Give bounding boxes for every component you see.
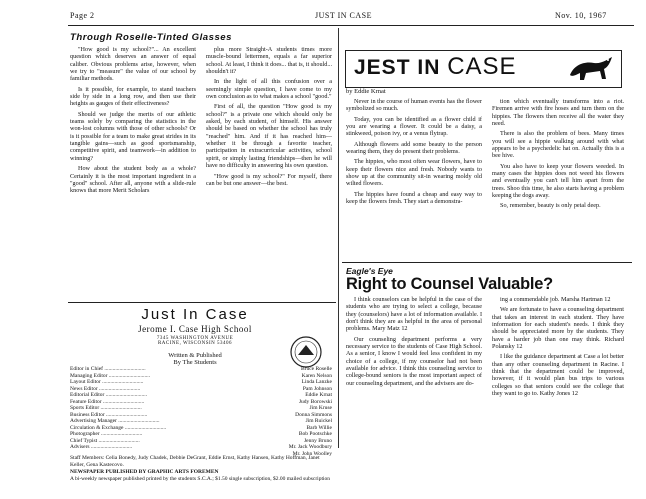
staff-role: Editor in Chief .............................. xyxy=(70,366,146,372)
column-byline: by Eddie Krnat xyxy=(346,88,386,95)
staff-role: Layout Editor .............................. xyxy=(70,379,144,385)
editorial-headline: Through Roselle-Tinted Glasses xyxy=(70,32,232,43)
staff-role: Advertising Manager .............................. xyxy=(70,418,160,424)
paper-name: JUST IN CASE xyxy=(315,11,372,20)
counsel-paragraph: ing a commendable job. Marsha Hartman 12 xyxy=(500,296,611,303)
editorial-column-2 xyxy=(206,46,332,190)
column-paragraph: The hippies have found a cheap and easy way to keep the flowers fresh. They start a demonstra- xyxy=(346,190,482,206)
editorial-paragraph: "How good is my school?" For myself, there can be but one answer—the best. xyxy=(206,172,332,187)
address-line-2: RACINE, WISCONSIN 53406 xyxy=(157,341,233,346)
counsel-paragraph: Our counseling department performs a very necessary service to the students of Case High School. As a senior, I know I would feel less confident in my choice of a college, if my counselor had not been available for advice. I think this counseling service to college-bound seniors is the most important aspect of our counseling department, and the advisers are do- xyxy=(346,335,482,387)
press-seal-icon xyxy=(282,335,334,369)
staff-role: Chief Typist .............................. xyxy=(70,437,140,444)
counsel-paragraph: I think counselors can be helpful in the case of the students who are trying to select a college, because they (counselors) have a lot of information available. I don't think they are as helpful in the area of personal problems. Mary Matz 12 xyxy=(346,296,482,333)
eagles-eye-kicker: Eagle's Eye xyxy=(346,266,393,276)
counsel-column-1 xyxy=(346,296,482,390)
staff-name: Pam Johnson xyxy=(302,385,332,392)
staff-name: Bruce Roselle xyxy=(300,366,332,372)
staff-role: Circulation & Exchange .............................. xyxy=(70,424,167,431)
by-students: By The Students xyxy=(173,359,217,366)
editorial-paragraph: Should we judge the merits of our athletic teams solely by comparing the statistics in the won-lost columns with those of other schools? Or is it possible for a team to make great strides in its tangible gains—such as good sportsmanship, competitive spirit, and teamwork—in addition to winning? xyxy=(70,110,196,162)
counsel-column-2 xyxy=(492,296,624,400)
staff-role: Feature Editor .............................. xyxy=(70,398,145,405)
column-paragraph: You also have to keep your flowers weeded. In many cases the hippies does not weed his flowers and eventually you can't tell him apart from the trees. Shoo this time, he also starts having a problem keeping the dogs away. xyxy=(492,162,624,200)
staff-name: Jim Ruickel xyxy=(305,418,332,424)
staff-name: Eddie Krnat xyxy=(305,392,332,398)
staff-name: Donna Simmons xyxy=(295,411,332,418)
jest-column-1 xyxy=(346,98,482,208)
column-paragraph: Never in the course of human events has the flower symbolized so much. xyxy=(346,98,482,113)
staff-role: Sports Editor .............................. xyxy=(70,405,142,411)
staff-name: Barb Willie xyxy=(306,424,332,431)
staff-role: Photographer .............................. xyxy=(70,431,143,437)
masthead-school: Jerome I. Case High School xyxy=(138,324,252,334)
staff-name: Jim Kruse xyxy=(309,405,332,411)
staff-name: Bob Pootschke xyxy=(298,431,332,437)
column-paragraph: Today, you can be identified as a flower child if you are wearing a flower. It could be a daisy, a stinkweed, poison ivy, or a venus flytrap. xyxy=(346,115,482,138)
section-rule xyxy=(342,262,632,263)
staff-name: Karen Nelson xyxy=(301,372,332,379)
editorial-paragraph: How about the student body as a whole? Certainly it is the most important ingredient in a "good" school. After all, anyone with a slide-rule knows that more Merit Scholars xyxy=(70,165,196,195)
counsel-paragraph: I like the guidance department at Case a lot better than any other counseling department in Racine. I think that the department could be improved, however, if it would plan bus trips to various colleges so that seniors could see the college that they want to go to. Kathy Jones 12 xyxy=(492,353,624,398)
editorial-paragraph: In the light of all this confusion over a seemingly simple question, I have come to my own conclusion as to what makes a school "good." xyxy=(206,78,332,101)
column-paragraph: There is also the problem of bees. Many times you will see a hippie walking around with what appears to be a psychedelic hat on. Actually this is a bee hive. xyxy=(492,130,624,160)
staff-name: Linda Lanzke xyxy=(301,379,332,385)
editorial-paragraph: First of all, the question "How good is my school?" is a private one which should only be asked, by each student, of himself. His answer should be based on whether the school has truly "reached" him. And if it has reached him—whether it be through a favorite teacher, participation in extracurricular activities, school spirit, or simply lasting friendships—then he will have no difficulty in answering his own question. xyxy=(206,103,332,170)
jest-column-2 xyxy=(492,98,624,213)
page-number: Page 2 xyxy=(70,11,95,20)
masthead-rule xyxy=(68,302,336,303)
title-part-b: CASE xyxy=(447,53,517,80)
subscription-note: A bi-weekly newspaper published printed by the students S.C.A.; $1.50 single subscription, $2.00 mailed subscription xyxy=(70,475,330,482)
written-published: Written & Published xyxy=(168,352,222,359)
publisher-line: NEWSPAPER PUBLISHED BY GRAPHIC ARTS FOREMEN xyxy=(70,469,219,475)
counsel-headline: Right to Counsel Valuable? xyxy=(346,275,553,293)
column-paragraph: tion which eventually transforms into a riot. Firemen arrive with fire hoses and turn them on the hippies. The flowers then receive all the water they need. xyxy=(492,98,624,128)
title-part-a: JEST IN xyxy=(354,56,441,79)
editorial-column-1 xyxy=(70,46,196,198)
editorial-paragraph: "How good is my school?"... An excellent question which deserves an answer of equal caliber. Obvious problems arise, however, when we try to "measure" the value of our school by familiar methods. xyxy=(70,46,196,83)
header-rule xyxy=(68,25,634,26)
issue-date: Nov. 10, 1967 xyxy=(555,11,607,20)
column-paragraph: So, remember, beauty is only petal deep. xyxy=(500,202,601,210)
dog-cartoon-icon xyxy=(564,53,616,83)
column-paragraph: Although flowers add some beauty to the person wearing them, they do present their problems. xyxy=(346,140,482,156)
masthead-footer xyxy=(70,455,332,482)
jest-in-case-banner xyxy=(345,50,622,88)
staff-role: Editorial Editor .............................. xyxy=(70,392,147,398)
staff-box xyxy=(70,366,332,457)
staff-role: Advisers .............................. xyxy=(70,444,133,450)
staff-role: Managing Editor .............................. xyxy=(70,372,151,379)
page-header xyxy=(70,11,630,24)
staff-role: Business Editor .............................. xyxy=(70,411,148,418)
counsel-paragraph: We are fortunate to have a counseling department that takes an interest in each student. They have information for each student's needs. I think they should be appreciated more by the students. They have a harder job than one may think. Richard Polansky 12 xyxy=(492,306,624,351)
staff-name: Jenny Bruno xyxy=(304,437,332,444)
address-line-1: 7345 WASHINGTON AVENUE xyxy=(156,336,234,341)
editorial-paragraph: Is it possible, for example, to stand teachers side by side in a long row, and then use their heights as gauges of their effectiveness? xyxy=(70,85,196,108)
staff-role: News Editor .............................. xyxy=(70,385,141,392)
staff-name: Mr. Jack Woodbury xyxy=(288,444,332,450)
staff-name: Mr. John Woolley xyxy=(292,450,332,457)
staff-members: Staff Members: Celia Bonedy, Judy Chadek, Debbie DeGrant, Eddie Ernst, Kathy Hansen, Kathy Hoffman, Janet Keller, Gena Kastecovo. xyxy=(70,455,320,468)
column-title xyxy=(354,53,517,81)
column-paragraph: The hippies, who most often wear flowers, have to keep their flowers nice and fresh. Nobody wants to show up at the community sit-in wearing moldy old wilted flowers. xyxy=(346,158,482,188)
column-divider xyxy=(338,28,339,448)
masthead-title: Just In Case xyxy=(141,306,249,323)
staff-name: Judy Borowski xyxy=(298,398,332,405)
editorial-paragraph: plus more Straight-A students times more muscle-bound lettermen, equals a far superior school. At least, I think it does... that is, it should... shouldn't it? xyxy=(206,46,332,76)
